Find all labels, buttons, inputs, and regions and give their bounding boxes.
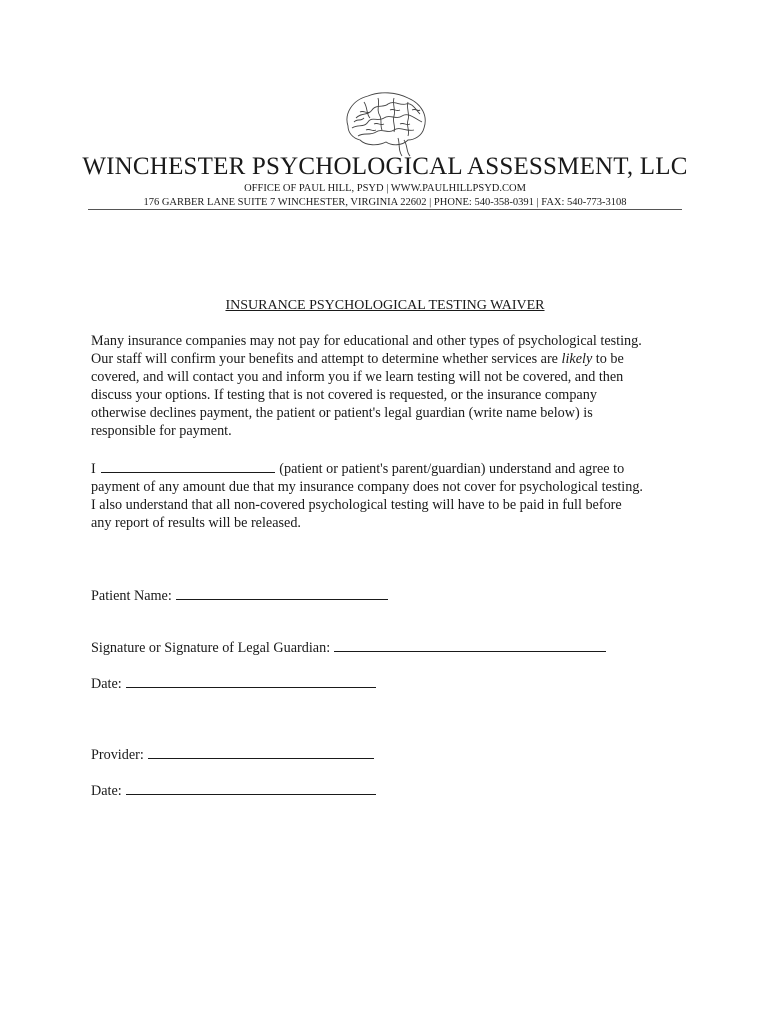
- date-field-2: [91, 780, 376, 800]
- paragraph-text: (patient or patient's parent/guardian) understand and agree to: [279, 461, 625, 477]
- paragraph-line: payment of any amount due that my insurance company does not cover for psychological testing.: [91, 479, 643, 495]
- paragraph-text: to be: [592, 351, 624, 367]
- patient-name-label: Patient Name:: [91, 588, 172, 604]
- date-blank-1[interactable]: [126, 673, 376, 688]
- date-field-1: [91, 673, 376, 693]
- patient-name-field: [91, 585, 388, 605]
- paragraph-line: covered, and will contact you and inform you if we learn testing will not be covered, and then: [91, 369, 624, 385]
- document-title: INSURANCE PSYCHOLOGICAL TESTING WAIVER: [225, 298, 545, 313]
- paragraph-line: I also understand that all non-covered psychological testing will have to be paid in full before: [91, 497, 622, 513]
- date-blank-2[interactable]: [126, 780, 376, 795]
- paragraph-line: [91, 458, 691, 478]
- paragraph-line: responsible for payment.: [91, 423, 232, 439]
- date-label: Date:: [91, 783, 122, 799]
- provider-blank[interactable]: [148, 744, 374, 759]
- emphasis-text: likely: [561, 351, 593, 367]
- signature-label: Signature or Signature of Legal Guardian:: [91, 640, 331, 656]
- brain-icon: [338, 88, 434, 160]
- address-line: 176 GARBER LANE SUITE 7 WINCHESTER, VIRGINIA 22602 | PHONE: 540-358-0391 | FAX: 540-773-3108: [143, 197, 627, 208]
- patient-name-blank[interactable]: [176, 585, 388, 600]
- provider-field: [91, 744, 374, 764]
- paragraph-line: otherwise declines payment, the patient or patient's legal guardian (write name below) is: [91, 405, 593, 421]
- company-name: WINCHESTER PSYCHOLOGICAL ASSESSMENT, LLC: [82, 153, 688, 180]
- waiver-paragraph-1: [91, 332, 691, 440]
- paragraph-text: Our staff will confirm your benefits and attempt to determine whether services are: [91, 351, 562, 367]
- provider-label: Provider:: [91, 747, 144, 763]
- date-label: Date:: [91, 676, 122, 692]
- paragraph-line: any report of results will be released.: [91, 515, 301, 531]
- office-line: OFFICE OF PAUL HILL, PSYD | WWW.PAULHILLPSYD.COM: [244, 183, 526, 194]
- signature-field: [91, 637, 606, 657]
- waiver-paragraph-2: [91, 458, 691, 532]
- signature-blank[interactable]: [334, 637, 606, 652]
- paragraph-line: Many insurance companies may not pay for educational and other types of psychological testing.: [91, 333, 642, 349]
- paragraph-line: discuss your options. If testing that is not covered is requested, or the insurance company: [91, 387, 597, 403]
- guardian-name-blank[interactable]: [101, 458, 275, 473]
- paragraph-line: [91, 350, 691, 368]
- header-divider: [88, 209, 682, 210]
- paragraph-text: I: [91, 461, 96, 477]
